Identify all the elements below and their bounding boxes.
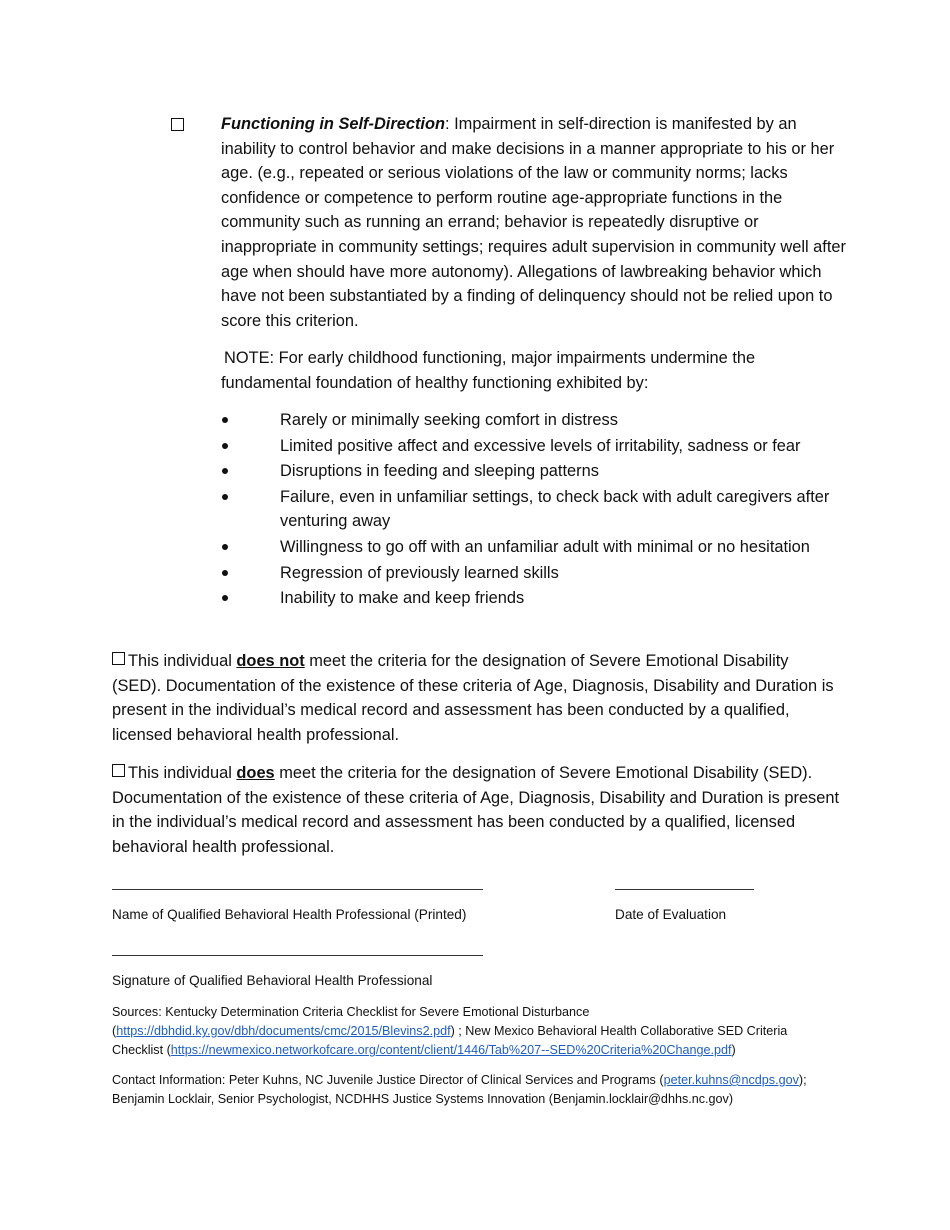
signature-line[interactable] [112,955,483,956]
signature-label: Signature of Qualified Behavioral Health Professional [112,973,433,988]
sources-suffix: ) [731,1043,736,1058]
option-not-rest: meet the criteria for the designation of Severe Emotional Disability (SED). Documentation of the existence of these criteria of Age, Diagnosis, Disability and Duration is present in the individual’s medical record and assessment has been conducted by a qualified, licensed behavioral health professional. [112,652,834,744]
option-not-emphasis: does not [236,652,305,670]
contact-text [112,1071,822,1109]
sources-text [112,1003,832,1061]
contact-prefix: Contact Information: Peter Kuhns, NC Juvenile Justice Director of Clinical Services and Programs ( [112,1073,664,1087]
list-item: Rarely or minimally seeking comfort in distress [222,408,842,433]
option-does-not-meet [112,649,840,747]
option-not-lead: This individual [128,652,237,670]
list-item: Regression of previously learned skills [222,561,842,586]
does-meet-checkbox[interactable] [112,764,125,777]
impairment-list [222,408,842,611]
option-does-meet [112,761,840,859]
date-label: Date of Evaluation [615,907,727,922]
self-direction-body: : Impairment in self-direction is manifested by an inability to control behavior and make decisions in a manner appropriate to his or her age. (e.g., repeated or serious violations of the law or community norms; lacks confidence or competence to perform routine age-appropriate functions in the community such as running an errand; behavior is repeatedly disruptive or inappropriate in community settings; requires adult supervision in community well after age when should have more autonomy). Allegations of lawbreaking behavior which have not been substantiated by a finding of delinquency should not be relied upon to score this criterion. [221,115,846,330]
name-label: Name of Qualified Behavioral Health Professional (Printed) [112,907,467,922]
date-line[interactable] [615,889,754,890]
list-item: Limited positive affect and excessive levels of irritability, sadness or fear [222,434,842,459]
sources-prefix: Sources: Kentucky Determination Criteria Checklist for Severe Emotional Disturbance ( [112,1005,590,1039]
list-item: Willingness to go off with an unfamiliar adult with minimal or no hesitation [222,535,842,560]
early-childhood-note [221,346,841,395]
self-direction-title: Functioning in Self-Direction [221,115,445,133]
option-does-emphasis: does [236,764,275,782]
kentucky-link[interactable]: https://dbhdid.ky.gov/dbh/documents/cmc/2015/Blevins2.pdf [116,1024,451,1039]
name-line[interactable] [112,889,483,890]
self-direction-paragraph [221,112,846,333]
sources-middle: ) ; New Mexico Behavioral Health Collaborative SED Criteria Checklist ( [112,1024,788,1058]
does-not-meet-checkbox[interactable] [112,652,125,665]
option-does-lead: This individual [128,764,237,782]
contact-suffix: ); Benjamin Locklair, Senior Psychologist, NCDHHS Justice Systems Innovation (Benjamin.locklair@dhhs.nc.gov) [112,1073,807,1107]
list-item: Inability to make and keep friends [222,586,842,611]
list-item: Disruptions in feeding and sleeping patterns [222,459,842,484]
list-item: Failure, even in unfamiliar settings, to check back with adult caregivers after venturing away [222,485,842,534]
new-mexico-link[interactable]: https://newmexico.networkofcare.org/content/client/1446/Tab%207--SED%20Criteria%20Change.pdf [170,1043,732,1058]
self-direction-checkbox[interactable] [171,118,184,131]
option-does-rest: meet the criteria for the designation of Severe Emotional Disability (SED). Documentation of the existence of these criteria of Age, Diagnosis, Disability and Duration is present in the individual’s medical record and assessment has been conducted by a qualified, licensed behavioral health professional. [112,764,840,856]
contact-email-link[interactable]: peter.kuhns@ncdps.gov [663,1073,799,1087]
note-text: NOTE: For early childhood functioning, major impairments undermine the fundamental foundation of healthy functioning exhibited by: [221,349,756,392]
